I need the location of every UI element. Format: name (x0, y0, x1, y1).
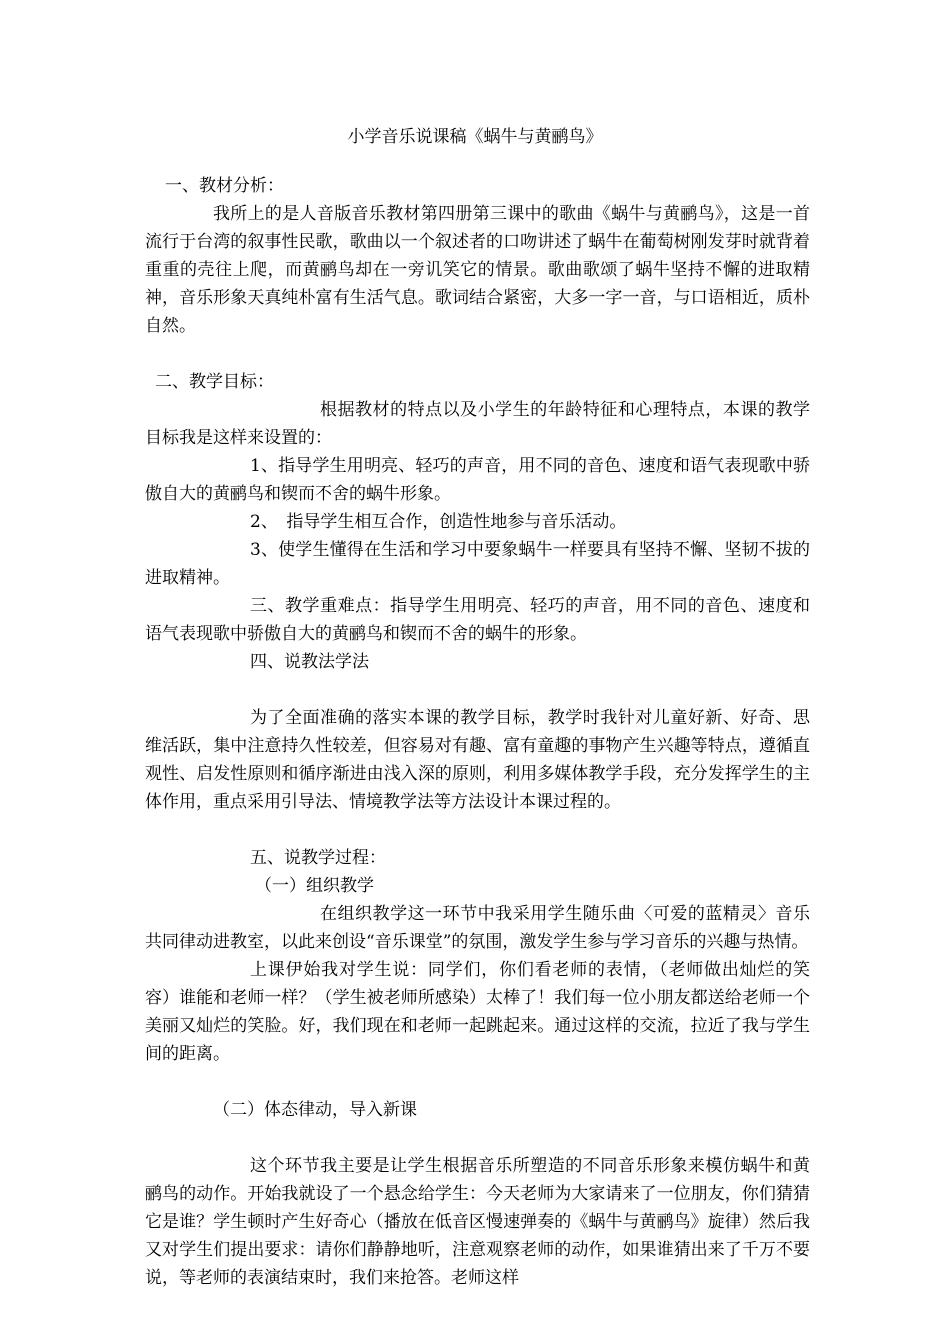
document-title: 小学音乐说课稿《蜗牛与黄鹂鸟》 (347, 127, 603, 147)
document-body (145, 172, 810, 1292)
section-heading-methods: 四、说教法学法 (250, 652, 369, 672)
spacer (145, 1068, 810, 1096)
spacer (145, 1124, 810, 1152)
paragraph-materials: 我所上的是人音版音乐教材第四册第三课中的歌曲《蜗牛与黄鹂鸟》，这是一首流行于台湾的叙事性民歌，歌曲以一个叙述者的口吻讲述了蜗牛在葡萄树刚发芽时就背着重重的壳往上爬，而黄鹂鸟却在一旁讥笑它的情景。歌曲歌颂了蜗牛坚持不懈的进取精神，音乐形象天真纯朴富有生活气息。歌词结合紧密，大多一字一音，与口语相近，质朴自然。 (145, 204, 810, 336)
subsection-heading-rhythm: （二）体态律动，导入新课 (213, 1100, 417, 1120)
goal-item-3: 3、使学生懂得在生活和学习中要象蜗牛一样要具有坚持不懈、坚韧不拔的进取精神。 (145, 540, 810, 588)
paragraph-methods: 为了全面准确的落实本课的教学目标，教学时我针对儿童好新、好奇、思维活跃，集中注意持久性较差，但容易对有趣、富有童趣的事物产生兴趣等特点，遵循直观性、启发性原则和循序渐进由浅入深的原则，利用多媒体教学手段，充分发挥学生的主体作用，重点采用引导法、情境教学法等方法设计本课过程的。 (145, 708, 810, 812)
paragraph-key-points: 三、教学重难点：指导学生用明亮、轻巧的声音，用不同的音色、速度和语气表现歌中骄傲自大的黄鹂鸟和锲而不舍的蜗牛的形象。 (145, 596, 810, 644)
paragraph-organize-1: 在组织教学这一环节中我采用学生随乐曲〈可爱的蓝精灵〉音乐共同律动进教室，以此来创设“音乐课堂”的氛围，激发学生参与学习音乐的兴趣与热情。 (145, 904, 810, 952)
spacer (145, 676, 810, 704)
section-heading-materials: 一、教材分析： (165, 176, 284, 196)
goal-item-1: 1、指导学生用明亮、轻巧的声音，用不同的音色、速度和语气表现歌中骄傲自大的黄鹂鸟和锲而不舍的蜗牛形象。 (145, 456, 810, 504)
paragraph-rhythm: 这个环节我主要是让学生根据音乐所塑造的不同音乐形象来模仿蜗牛和黄鹂鸟的动作。开始我就设了一个悬念给学生：今天老师为大家请来了一位朋友，你们猜猜它是谁？学生顿时产生好奇心（播放在低音区慢速弹奏的《蜗牛与黄鹂鸟》旋律）然后我又对学生们提出要求：请你们静静地听，注意观察老师的动作，如果谁猜出来了千万不要说，等老师的表演结束时，我们来抢答。老师这样 (145, 1156, 810, 1288)
section-heading-process: 五、说教学过程： (250, 848, 386, 868)
subsection-heading-organize: （一）组织教学 (255, 876, 374, 896)
spacer (145, 816, 810, 844)
spacer (145, 340, 810, 368)
paragraph-organize-2: 上课伊始我对学生说：同学们，你们看老师的表情，（老师做出灿烂的笑容）谁能和老师一样？（学生被老师所感染）太棒了！我们每一位小朋友都送给老师一个美丽又灿烂的笑脸。好，我们现在和老师一起跳起来。通过这样的交流，拉近了我与学生间的距离。 (145, 960, 810, 1064)
goal-item-2: 2、 指导学生相互合作，创造性地参与音乐活动。 (250, 512, 627, 532)
paragraph-goals-intro: 根据教材的特点以及小学生的年龄特征和心理特点，本课的教学目标我是这样来设置的： (145, 400, 810, 448)
section-heading-goals: 二、教学目标： (155, 372, 274, 392)
